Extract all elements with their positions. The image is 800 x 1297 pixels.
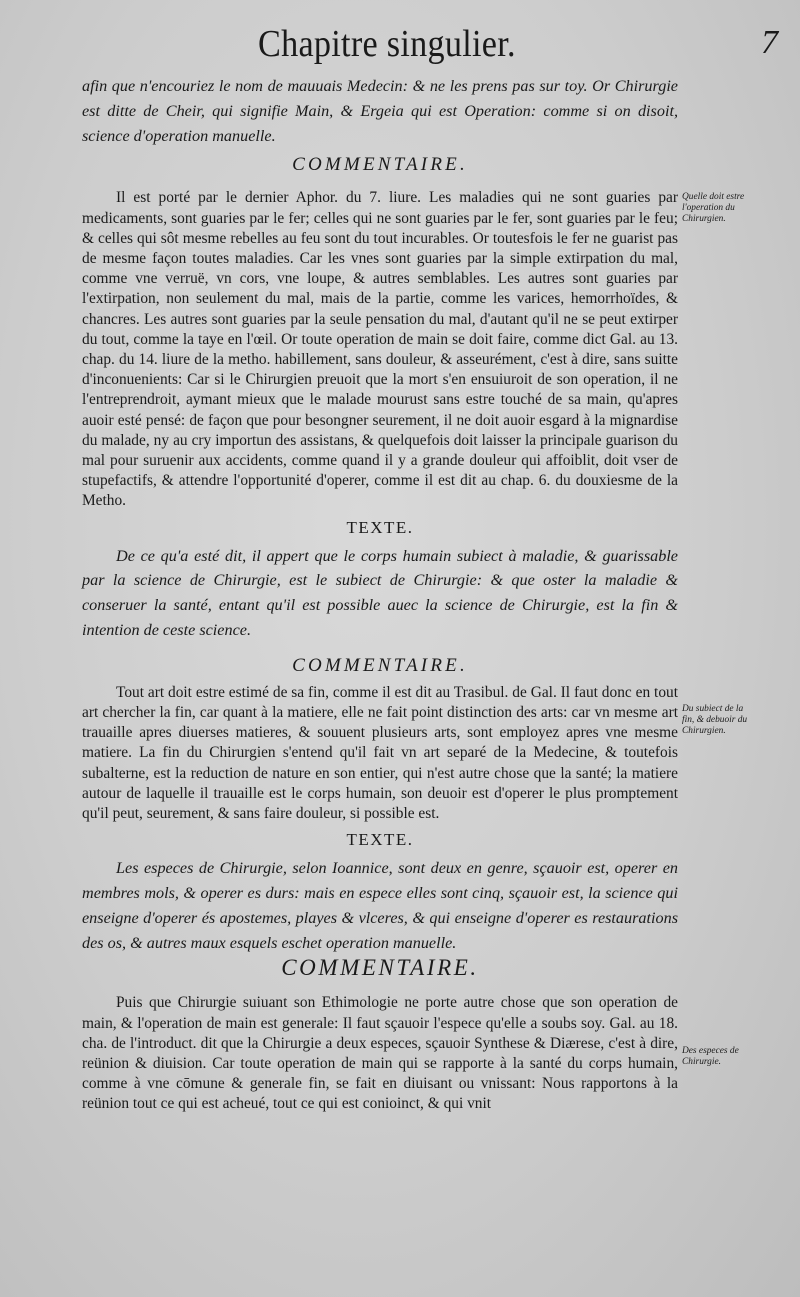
page-body <box>82 74 678 1115</box>
section-heading-commentaire-1: COMMENTAIRE. <box>292 154 468 176</box>
margin-note-especes: Des especes de Chirurgie. <box>682 1046 739 1067</box>
section-heading-texte-2: TEXTE. <box>346 830 414 850</box>
commentaire-text-3: Puis que Chirurgie suiuant son Ethimologie ne porte autre chose que son operation de main, & l'operation de main est generale: Il faut sçauoir l'espece qu'elle a soubs soy. Gal. au 18. cha. de l'introduct. dit que la Chirurgie a deux especes, sçauoir Synthese & Diærese, c'est à dire, reünion & diuision. Car toute operation de main qui se rapporte à la santé du corps humain, comme à vne cōmune & generale fin, se fait en diuisant ou vnissant: Nous rapportons à la reünion tout ce qui est acheué, tout ce qui est conioinct, & qui vnit <box>82 994 678 1113</box>
commentaire-text-2: Tout art doit estre estimé de sa fin, comme il est dit au Trasibul. de Gal. Il faut donc en tout art chercher la fin, car quant à la matiere, elle ne fait point distinction des arts: car vn mesme art trauaille apres diuerses matieres, & souuent plusieurs arts, sont employez apres vne mesme matiere. La fin du Chirurgien s'entend qu'il fait vn art separé de la Medecine, & toutefois subalterne, est la reduction de nature en son entier, qui n'est autre chose que la santé; la matiere autour de laquelle il trauaille est le corps humain, son deuoir est d'operer le plus promptement qu'il peut, seurement, & sans faire douleur, si possible est. <box>82 683 678 823</box>
page-header <box>258 22 778 72</box>
section-heading-texte-1: TEXTE. <box>346 517 414 537</box>
page-number: 7 <box>761 24 778 61</box>
section-heading-commentaire-2: COMMENTAIRE. <box>292 654 468 676</box>
texte-text-1: De ce qu'a esté dit, il appert que le corps humain subiect à maladie, & guarissable par la science de Chirurgie, est le subiect de Chirurgie: & que oster la maladie & conseruer la santé, entant qu'il est possible auec la science de Chirurgie, est la fin & intention de ceste science. <box>82 546 678 640</box>
margin-note-operation: Quelle doit estre l'operation du Chirurgien. <box>682 192 745 224</box>
intro-text: afin que n'encouriez le nom de mauuais Medecin: & ne les prens pas sur toy. Or Chirurgie est ditte de Cheir, qui signifie Main, & Ergeia qui est Operation: comme si on disoit, science d'operation manuelle. <box>82 77 678 145</box>
commentaire-text-1: Il est porté par le dernier Aphor. du 7. liure. Les maladies qui ne sont guaries par medicaments, sont guaries par le fer; celles qui ne sont guaries par le fer, sont guaries par le feu; & celles qui sôt mesme rebelles au feu sont du tout incurables. Or toutesfois le fer ne guarist pas de mesme façon toutes maladies. Car les vnes sont guaries par la simple extirpation du mal, comme vne verruë, vn cors, vne loupe, & autres semblables. Les autres sont guaries par l'extirpation, non seulement du mal, mais de la partie, comme les varices, hemorrhoïdes, & chancres. Les autres sont guaries par la seule pensation du mal, d'autant qu'il ne se peut extirper du tout, comme la taye en l'œil. Or toute operation de main se doit faire, comme dict Gal. au 13. chap. du 14. liure de la metho. habillement, sans douleur, & asseurément, c'est à dire, sans suitte d'inconuenients: Car si le Chirurgien preuoit que la mort s'en ensuiuroit de son operation, il ne l'entreprendroit, aymant mieux que le malade mourust sans estre touché de sa main, qu'apres auoir esté pensé: de façon que pour besongner seurement, il ne doit auoir esgard à la mignardise du malade, ny au cry importun des assistans, & quelquefois doit laisser la principale guarison du mal pour suruenir aux accidents, comme quand il y a grande douleur qui affoiblit, doit vser de stupefactifs, & attendre l'opportunité d'operer, comme il est dit au chap. 6. du douxiesme de la Metho. <box>82 189 678 510</box>
margin-note-subiect: Du subiect de la fin, & debuoir du Chirurgien. <box>682 704 748 736</box>
running-title: Chapitre singulier. <box>258 23 516 65</box>
texte-text-2: Les especes de Chirurgie, selon Ioannice, sont deux en genre, sçauoir est, operer en membres mols, & operer es durs: mais en espece elles sont cinq, sçauoir est, la science qui enseigne d'operer és apostemes, playes & vlceres, & qui enseigne d'operer es restaurations des os, & autres maux esquels eschet operation manuelle. <box>82 859 678 952</box>
section-heading-commentaire-3: COMMENTAIRE. <box>281 955 479 981</box>
